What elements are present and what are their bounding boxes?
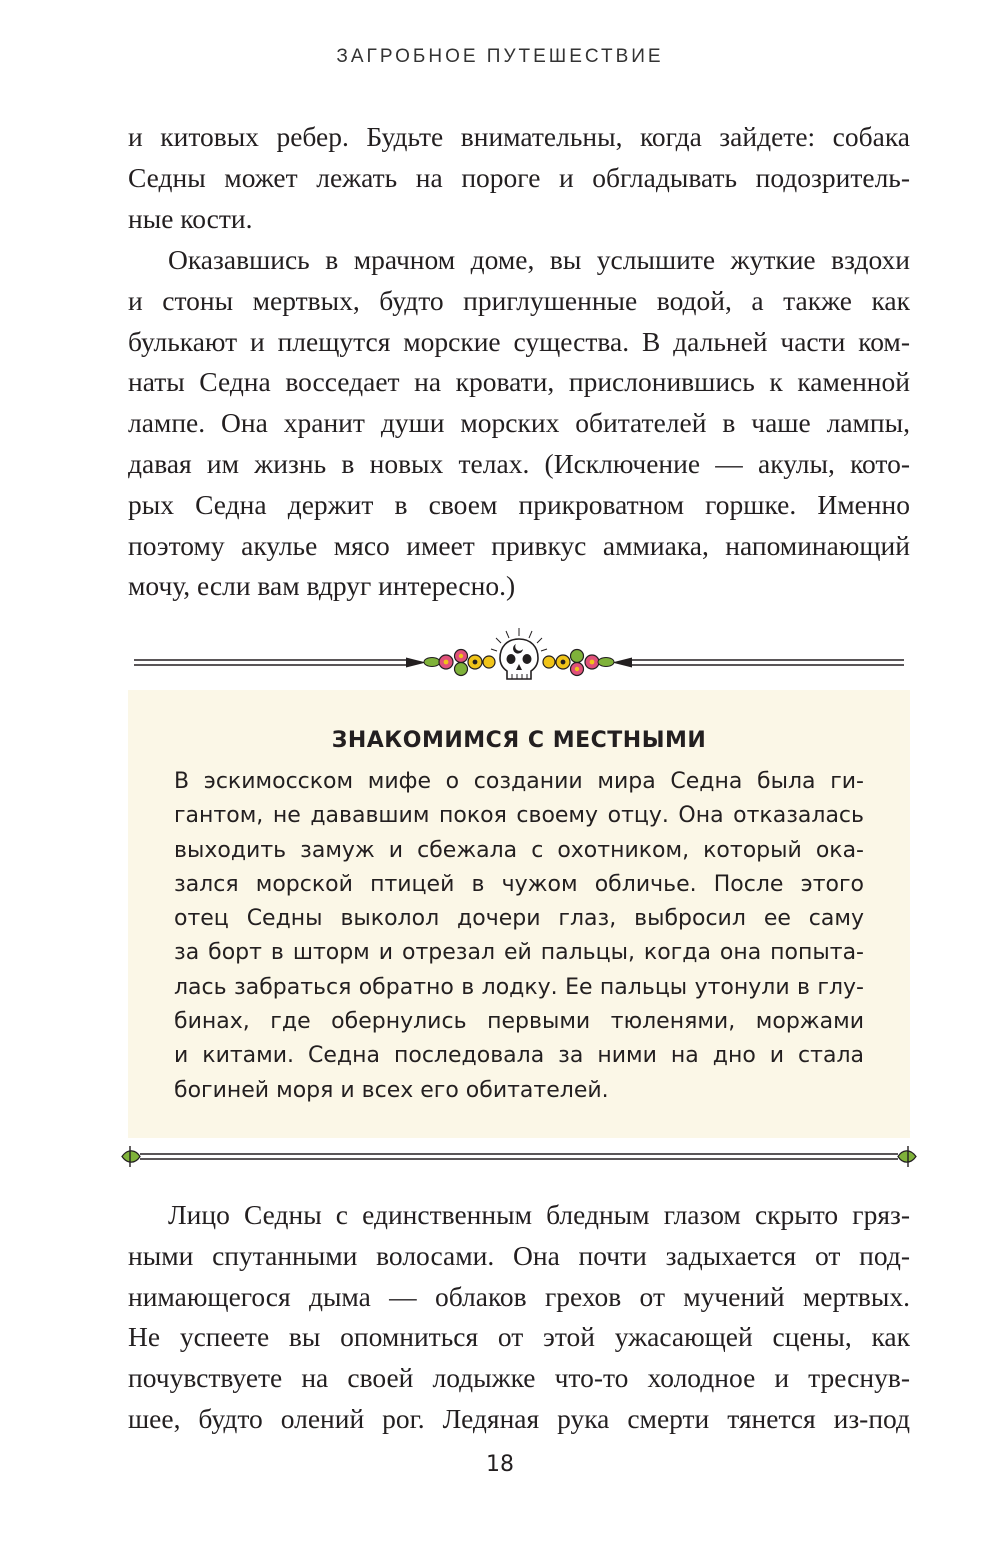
- text-line: ные кости.: [128, 202, 253, 234]
- flower-icon: [543, 650, 614, 676]
- divider-line-left: [134, 658, 426, 668]
- text-line: и китами. Седна последовала за ними на дно и стала: [174, 1043, 864, 1069]
- bud-icon: [898, 1146, 916, 1167]
- ornament-divider-top: [128, 626, 910, 688]
- text-line: Седны может лежать на пороге и обгладывать подозритель-: [128, 161, 910, 193]
- text-line: и стоны мертвых, будто приглушенные водой, а также как: [128, 284, 910, 316]
- page-number: 18: [486, 1452, 514, 1477]
- text-line: почувствуете на своей лодыжке что-то холодное и треснув-: [128, 1362, 910, 1394]
- skull-icon: [491, 628, 547, 679]
- sidebar-title: ЗНАКОМИМСЯ С МЕСТНЫМИ: [331, 728, 707, 753]
- text-line: выходить замуж и сбежала с охотником, который ока-: [174, 837, 864, 863]
- text-line: нимающегося дыма — облаков грехов от мучений мертвых.: [128, 1280, 910, 1312]
- text-line: ными спутанными волосами. Она почти задыхается от под-: [128, 1239, 910, 1271]
- text-line: давая им жизнь в новых телах. (Исключение — акулы, кото-: [128, 447, 910, 479]
- text-line: поэтому акулье мясо имеет привкус аммиака, напоминающий: [128, 529, 910, 561]
- text-line: зался морской птицей в чужом обличье. После этого: [174, 871, 864, 897]
- flower-icon: [424, 650, 495, 676]
- text-line: Лицо Седны с единственным бледным глазом скрыто гряз-: [168, 1199, 910, 1230]
- text-line: за борт в шторм и отрезал ей пальцы, когда она попыта-: [174, 940, 864, 966]
- text-line: рых Седна держит в своем прикроватном горшке. Именно: [128, 488, 910, 520]
- ornament-divider-bottom: [118, 1138, 920, 1178]
- divider-line: [140, 1154, 898, 1159]
- text-line: Не успеете вы опомниться от этой ужасающей сцены, как: [128, 1321, 910, 1353]
- text-line: булькают и плещутся морские существа. В дальней части ком-: [128, 325, 910, 357]
- text-line: отец Седны выколол дочери глаз, выбросил ее саму: [174, 906, 864, 932]
- text-line: мочу, если вам вдруг интересно.): [128, 570, 516, 602]
- body-paragraph: [128, 1195, 910, 1440]
- text-line: богиней моря и всех его обитателей.: [174, 1077, 609, 1103]
- text-line: шее, будто олений рог. Ледяная рука смерти тянется из-под: [128, 1402, 910, 1434]
- text-line: лась забраться обратно в лодку. Ее пальцы утонули в глу-: [174, 974, 864, 1000]
- text-line: наты Седна восседает на кровати, прислонившись к каменной: [128, 366, 910, 398]
- running-head: ЗАГРОБНОЕ ПУТЕШЕСТВИЕ: [336, 46, 664, 67]
- text-line: Оказавшись в мрачном доме, вы услышите жуткие вздохи: [168, 244, 910, 275]
- bud-icon: [122, 1146, 140, 1167]
- text-line: бинах, где обернулись первыми тюленями, моржами: [174, 1009, 864, 1035]
- sidebar-text: [174, 765, 864, 1108]
- divider-line-right: [612, 658, 904, 668]
- text-line: лампе. Она хранит души морских обитателей в чаше лампы,: [128, 407, 910, 439]
- text-line: и китовых ребер. Будьте внимательны, когда зайдете: собака: [128, 121, 910, 152]
- text-line: гантом, не дававшим покоя своему отцу. Она отказалась: [174, 803, 864, 829]
- body-paragraph: [128, 240, 910, 607]
- body-paragraph: [128, 117, 910, 239]
- text-line: В эскимосском мифе о создании мира Седна была ги-: [174, 769, 864, 794]
